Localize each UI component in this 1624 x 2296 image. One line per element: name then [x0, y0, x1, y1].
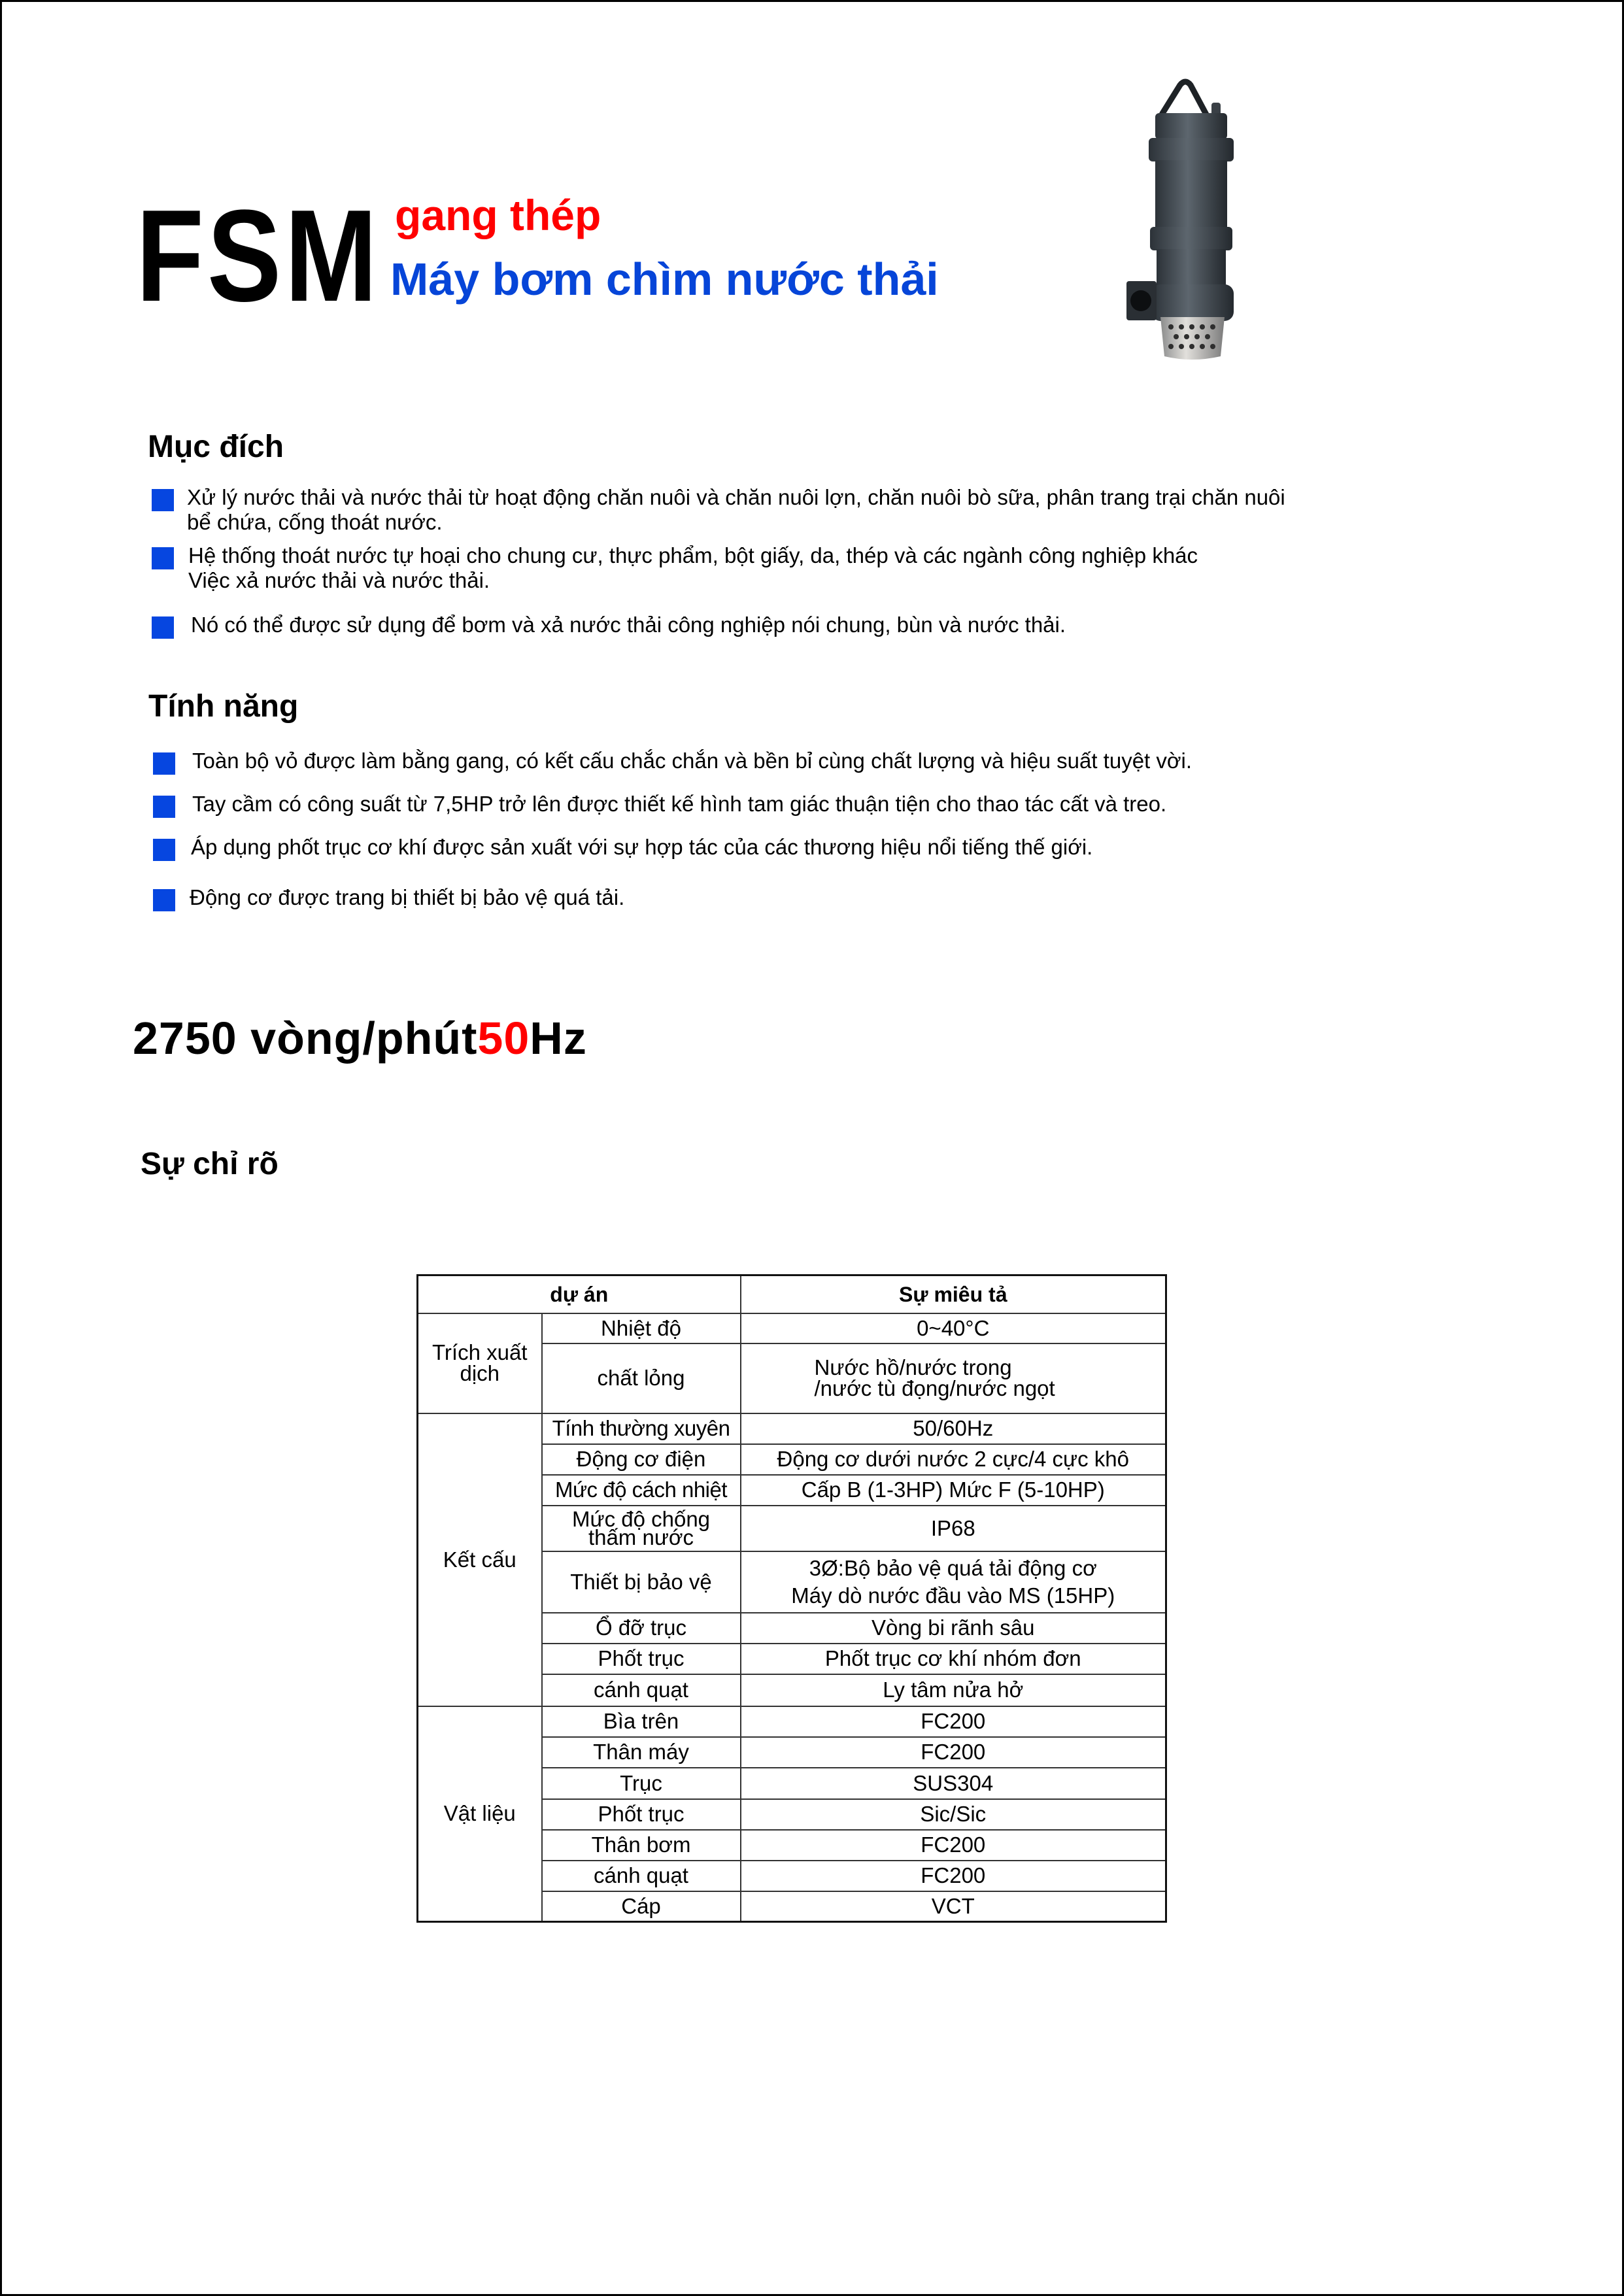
pump-upper-flange [1149, 138, 1234, 161]
square-bullet-icon [152, 547, 174, 569]
row-item: Trục [542, 1768, 741, 1799]
speed-rating [133, 1013, 587, 1064]
feature-item [153, 792, 1166, 818]
group-label: Vật liệu [418, 1706, 542, 1922]
row-item: Nhiệt độ [542, 1313, 741, 1343]
row-item: chất lỏng [542, 1343, 741, 1413]
row-value: SUS304 [741, 1768, 1166, 1799]
features-heading: Tính năng [148, 689, 299, 724]
row-item: Ổ đỡ trục [542, 1613, 741, 1644]
specification-heading: Sự chỉ rõ [141, 1147, 279, 1181]
row-item: Thân bơm [542, 1830, 741, 1861]
row-item: Thân máy [542, 1737, 741, 1768]
frequency-unit: Hz [530, 1013, 587, 1064]
row-item: cánh quạt [542, 1861, 741, 1891]
group-label: Kết cấu [418, 1413, 542, 1706]
feature-item-text: Toàn bộ vỏ được làm bằng gang, có kết cấu chắc chắn và bền bỉ cùng chất lượng và hiệu suất tuyệt vời. [192, 749, 1193, 773]
pump-handle [1162, 82, 1206, 114]
row-value: 0~40°C [741, 1313, 1166, 1343]
pump-mid-flange [1150, 227, 1232, 250]
purpose-item-text: Xử lý nước thải và nước thải từ hoạt động chăn nuôi và chăn nuôi lợn, chăn nuôi bò sữa, phân trang trại chăn nuôi bể chứa, cống thoát nước. [187, 485, 1285, 534]
purpose-item [152, 613, 1066, 639]
group-label: Trích xuất dịch [418, 1313, 542, 1413]
material-subtitle: gang thép [395, 191, 601, 239]
row-item: Mức độ cách nhiệt [542, 1475, 741, 1506]
feature-item [153, 885, 624, 911]
row-value: VCT [741, 1891, 1166, 1922]
header-description: Sự miêu tả [741, 1275, 1166, 1313]
square-bullet-icon [152, 489, 174, 511]
square-bullet-icon [153, 796, 175, 818]
feature-item [153, 835, 1092, 861]
frequency-value: 50 [477, 1013, 530, 1064]
row-item: Mức độ chống thấm nước [542, 1506, 741, 1551]
purpose-item-text: Hệ thống thoát nước tự hoại cho chung cư, thực phẩm, bột giấy, da, thép và các ngành công nghiệp khác Việc xả nước thải và nước thải. [188, 543, 1198, 592]
pump-volute [1151, 284, 1234, 321]
specification-table [416, 1274, 1167, 1923]
row-value: 3Ø:Bộ bảo vệ quá tải động cơ Máy dò nước đầu vào MS (15HP) [741, 1551, 1166, 1613]
feature-item-text: Động cơ được trang bị thiết bị bảo vệ quá tải. [190, 885, 625, 909]
product-title: Máy bơm chìm nước thải [390, 254, 939, 305]
header-item: dự án [418, 1275, 741, 1313]
row-value: Phốt trục cơ khí nhóm đơn [741, 1644, 1166, 1674]
pump-cap [1155, 113, 1227, 139]
row-value: IP68 [741, 1506, 1166, 1551]
row-value: FC200 [741, 1706, 1166, 1737]
row-value: FC200 [741, 1737, 1166, 1768]
row-value: FC200 [741, 1861, 1166, 1891]
row-item: Phốt trục [542, 1799, 741, 1830]
pump-lower-body [1157, 249, 1226, 288]
row-value: Nước hồ/nước trong /nước tù đọng/nước ngọt [741, 1343, 1166, 1413]
brand-logo: FSM [136, 183, 381, 329]
pump-motor-body [1155, 160, 1227, 231]
feature-item-text: Áp dụng phốt trục cơ khí được sản xuất với sự hợp tác của các thương hiệu nổi tiếng thế giới. [191, 835, 1093, 859]
square-bullet-icon [152, 616, 174, 639]
table-row [418, 1313, 1166, 1343]
pump-outlet-port [1130, 290, 1151, 311]
table-row [418, 1413, 1166, 1444]
row-value: 50/60Hz [741, 1413, 1166, 1444]
purpose-item [152, 485, 1285, 535]
row-value: Ly tâm nửa hở [741, 1674, 1166, 1706]
row-item: Cáp [542, 1891, 741, 1922]
row-value: FC200 [741, 1830, 1166, 1861]
feature-item [153, 749, 1192, 775]
row-value: Động cơ dưới nước 2 cực/4 cực khô [741, 1444, 1166, 1475]
purpose-item-text: Nó có thể được sử dụng để bơm và xả nước thải công nghiệp nói chung, bùn và nước thải. [191, 613, 1066, 637]
purpose-item [152, 543, 1198, 593]
row-value: Vòng bi rãnh sâu [741, 1613, 1166, 1644]
row-item: Phốt trục [542, 1644, 741, 1674]
square-bullet-icon [153, 752, 175, 775]
feature-item-text: Tay cầm có công suất từ 7,5HP trở lên được thiết kế hình tam giác thuận tiện cho thao tác cất và treo. [192, 792, 1167, 816]
table-row [418, 1706, 1166, 1737]
table-header-row [418, 1275, 1166, 1313]
square-bullet-icon [153, 839, 175, 861]
row-item: Thiết bị bảo vệ [542, 1551, 741, 1613]
row-value: Sic/Sic [741, 1799, 1166, 1830]
row-item: Bìa trên [542, 1706, 741, 1737]
row-item: Tính thường xuyên [542, 1413, 741, 1444]
row-item: cánh quạt [542, 1674, 741, 1706]
pump-product-image [1115, 75, 1262, 363]
pump-strainer [1160, 317, 1225, 360]
rpm-value: 2750 vòng/phút [133, 1013, 478, 1064]
square-bullet-icon [153, 889, 175, 911]
row-value: Cấp B (1-3HP) Mức F (5-10HP) [741, 1475, 1166, 1506]
row-item: Động cơ điện [542, 1444, 741, 1475]
purpose-heading: Mục đích [148, 430, 284, 464]
